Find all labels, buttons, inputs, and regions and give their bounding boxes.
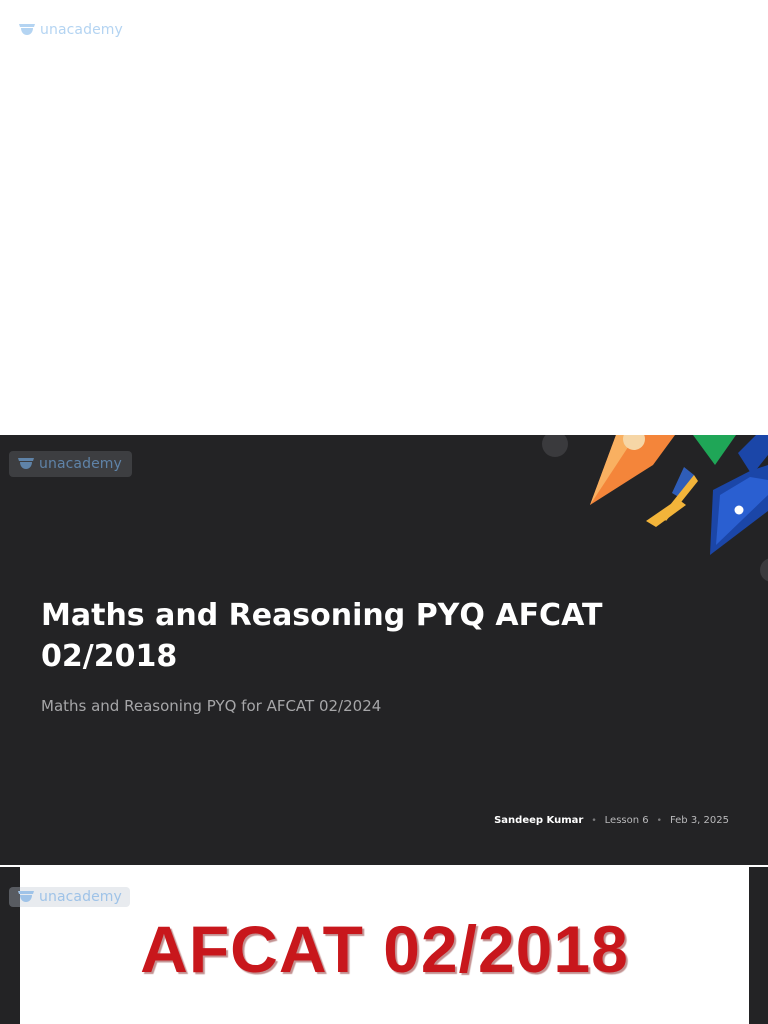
unacademy-logo-icon	[17, 456, 35, 472]
content-slide	[0, 867, 768, 1024]
logo-text: unacademy	[40, 22, 123, 38]
decor-dot	[735, 506, 744, 515]
lesson-date: Feb 3, 2025	[669, 815, 729, 826]
unacademy-logo-icon	[17, 889, 35, 905]
unacademy-logo-icon	[18, 22, 36, 38]
unacademy-logo-badge	[9, 887, 130, 907]
logo-text: unacademy	[39, 456, 122, 472]
logo-text: unacademy	[39, 889, 122, 905]
meta-separator: •	[591, 815, 597, 826]
meta-separator: •	[656, 815, 662, 826]
blank-page	[0, 0, 768, 434]
slide-subtitle: Maths and Reasoning PYQ for AFCAT 02/2024	[41, 697, 382, 715]
title-slide	[0, 435, 768, 865]
slide-title: Maths and Reasoning PYQ AFCAT 02/2018	[41, 598, 603, 674]
decorative-stationery-illustration	[538, 435, 768, 585]
decor-circle	[760, 558, 768, 582]
exam-heading: AFCAT 02/2018	[140, 912, 629, 986]
green-drop-shape	[693, 435, 736, 465]
lesson-number: Lesson 6	[604, 815, 649, 826]
decor-circle	[542, 435, 568, 457]
lesson-meta	[494, 815, 729, 826]
author-name: Sandeep Kumar	[494, 815, 584, 826]
unacademy-logo-badge	[9, 451, 132, 477]
unacademy-logo	[18, 22, 123, 38]
